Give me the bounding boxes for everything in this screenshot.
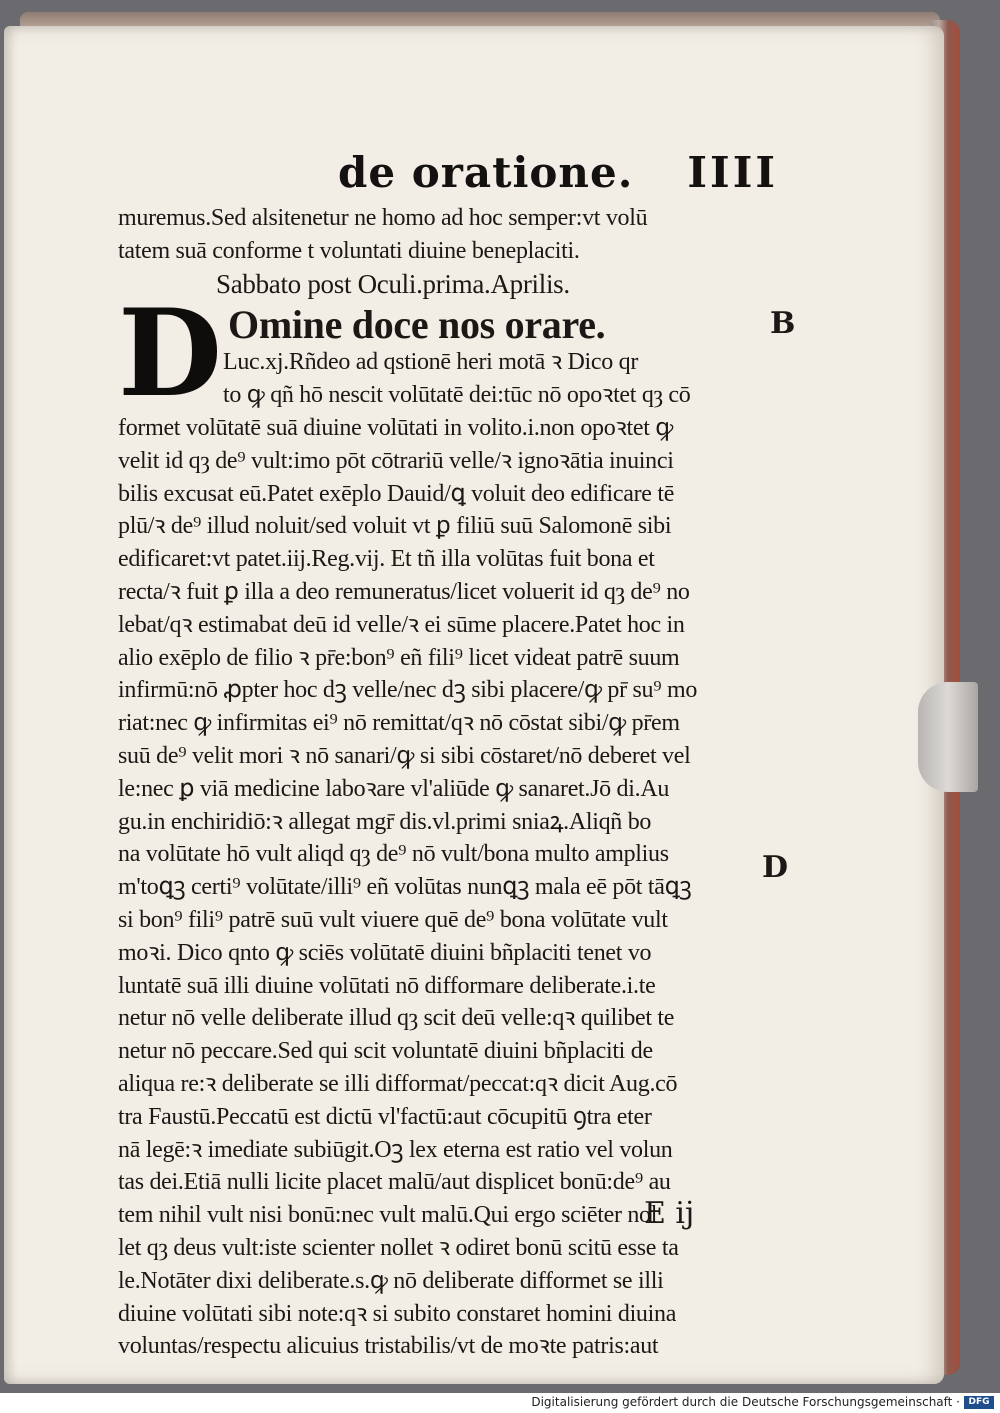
text-line: tatem suā conforme t voluntati diuine beneplaciti. xyxy=(118,237,580,264)
text-line: to ꝙ qñ hō nescit volūtatē dei:tūc nō opoꝛtet qȝ cō xyxy=(223,382,691,409)
folio-number: IIII xyxy=(687,148,778,197)
text-line: na volūtate hō vult aliqd qȝ de⁹ nō vult/bona multo amplius xyxy=(118,841,669,868)
text-line: muremus.Sed alsitenetur ne homo ad hoc semper:vt volū xyxy=(118,205,648,231)
text-line: le.Notāter dixi deliberate.s.ꝙ nō deliberate difformet se illi xyxy=(118,1267,664,1294)
signature-mark: E ij xyxy=(644,1196,695,1231)
opening-line: Omine doce nos orare. xyxy=(228,302,606,348)
running-title: de oratione. xyxy=(338,148,634,197)
text-line: Luc.xj.Rñdeo ad qstionē heri motā ꝛ Dico qr xyxy=(223,349,639,376)
text-line: voluntas/respectu alicuius tristabilis/vt de moꝛte patris:aut xyxy=(118,1333,659,1360)
text-line: plū/ꝛ de⁹ illud noluit/sed voluit vt ꝑ filiū suū Salomonē sibi xyxy=(118,513,672,540)
text-line: bilis excusat eū.Patet exēplo Dauid/ꝗ voluit deo edificare tē xyxy=(118,480,675,507)
text-line: let qȝ deus vult:iste scienter nollet ꝛ odiret bonū scitū esse ta xyxy=(118,1234,679,1261)
rubric-line: Sabbato post Oculi.prima.Aprilis. xyxy=(216,268,570,299)
text-line: recta/ꝛ fuit ꝑ illa a deo remuneratus/licet voluerit id qȝ de⁹ no xyxy=(118,578,690,605)
decorated-initial: D xyxy=(118,283,223,424)
text-line: gu.in enchiridiō:ꝛ allegat mgr̄ dis.vl.primi sniaꝝ.Aliqñ bo xyxy=(118,808,652,835)
text-line: tem nihil vult nisi bonū:nec vult malū.Qui ergo sciēter nol xyxy=(118,1202,658,1229)
page-clip xyxy=(918,682,978,792)
text-line: lebat/qꝛ estimabat deū id velle/ꝛ ei sūme placere.Patet hoc in xyxy=(118,611,685,638)
page-header xyxy=(338,148,778,197)
funding-credit: Digitalisierung gefördert durch die Deutsche Forschungsgemeinschaft · xyxy=(531,1395,960,1409)
body-text xyxy=(118,202,776,1363)
text-line: le:nec ꝑ viā medicine laboꝛare vl'aliūde ꝙ sanaret.Jō di.Au xyxy=(118,775,670,802)
margin-mark-b: B xyxy=(770,306,796,341)
text-line: tas dei.Etiā nulli licite placet malū/aut displicet bonū:de⁹ au xyxy=(118,1169,671,1196)
text-line: tra Faustū.Peccatū est dictū vl'factū:aut cōcupitū ꝯtra eter xyxy=(118,1103,652,1130)
margin-mark-d: D xyxy=(762,850,789,885)
text-line: riat:nec ꝙ infirmitas ei⁹ nō remittat/qꝛ nō cōstat sibi/ꝙ pr̄em xyxy=(118,710,680,737)
text-line: edificaret:vt patet.iij.Reg.vij. Et tñ illa volūtas fuit bona et xyxy=(118,546,655,573)
text-line: velit id qȝ de⁹ vult:imo pōt cōtrariū velle/ꝛ ignoꝛātia inuinci xyxy=(118,447,674,474)
text-line: netur nō velle deliberate illud qȝ scit deū velle:qꝛ quilibet te xyxy=(118,1005,675,1032)
text-line: formet volūtatē suā diuine volūtati in volito.i.non opoꝛtet ꝙ xyxy=(118,414,674,441)
text-line: diuine volūtati sibi note:qꝛ si subito constaret homini diuina xyxy=(118,1300,677,1327)
text-line: netur nō peccare.Sed qui scit voluntatē diuini bñplaciti de xyxy=(118,1038,653,1065)
text-line: infirmū:nō ꝓpter hoc dꝫ velle/nec dꝫ sibi placere/ꝙ pr̄ su⁹ mo xyxy=(118,677,698,704)
text-line: m'toꝗꝫ certi⁹ volūtate/illi⁹ eñ volūtas nunꝗꝫ mala eē pōt tāꝗꝫ xyxy=(118,874,692,901)
text-line: aliqua re:ꝛ deliberate se illi difformat/peccat:qꝛ dicit Aug.cō xyxy=(118,1070,678,1097)
dfg-logo: DFG xyxy=(964,1396,994,1409)
text-line: alio exēplo de filio ꝛ pr̄e:bon⁹ eñ fili⁹ licet videat patrē suum xyxy=(118,644,680,671)
text-line: si bon⁹ fili⁹ patrē suū vult viuere quē de⁹ bona volūtate vult xyxy=(118,906,668,933)
text-line: suū de⁹ velit mori ꝛ nō sanari/ꝙ si sibi cōstaret/nō deberet vel xyxy=(118,742,691,769)
text-line: luntatē suā illi diuine volūtati nō difformare deliberate.i.te xyxy=(118,972,656,999)
text-line: moꝛi. Dico qnto ꝙ sciēs volūtatē diuini bñplaciti tenet vo xyxy=(118,939,652,966)
text-line: nā legē:ꝛ imediate subiūgit.Oꝫ lex eterna est ratio vel volun xyxy=(118,1136,673,1163)
